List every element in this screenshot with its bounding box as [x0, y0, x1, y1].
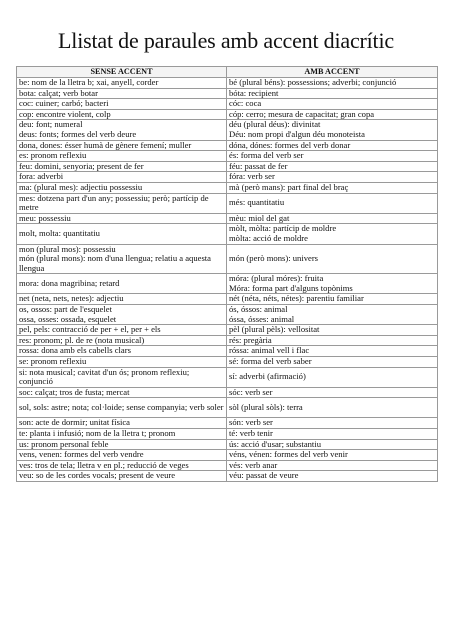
- entry-text: té: verb tenir: [229, 428, 273, 438]
- word-without-accent-cell: [17, 274, 227, 294]
- table-row: [17, 213, 438, 224]
- entry-text: ús: acció d'usar; substantiu: [229, 439, 322, 449]
- entry-text: net (neta, nets, netes): adjectiu: [19, 293, 124, 304]
- table-row: [17, 224, 438, 244]
- word-without-accent-cell: [17, 460, 227, 471]
- word-with-accent-cell: [227, 274, 438, 294]
- page-title: Llistat de paraules amb accent diacrític: [58, 28, 394, 53]
- table-row: [17, 274, 438, 294]
- entry-text: feu: domini, senyoria; present de fer: [19, 161, 144, 171]
- word-with-accent-cell: [227, 120, 438, 140]
- entry-text: bóta: recipient: [229, 88, 279, 98]
- word-without-accent-cell: [17, 367, 227, 387]
- entry-text: mon (plural mos): possessiu: [19, 244, 116, 254]
- entry-text: féu: passat de fer: [229, 161, 288, 171]
- diacritic-word-table: [16, 66, 438, 482]
- word-without-accent-cell: [17, 325, 227, 336]
- entry-text: més: quantitatiu: [229, 197, 285, 208]
- word-with-accent-cell: [227, 294, 438, 305]
- entry-text: ós, óssos: animal: [229, 304, 288, 315]
- entry-text: son: acte de dormir; unitat física: [19, 417, 130, 428]
- word-with-accent-cell: [227, 151, 438, 162]
- entry-text: os, ossos: part de l'esquelet: [19, 304, 112, 315]
- entry-text: cóp: cerro; mesura de capacitat; gran copa: [229, 109, 375, 119]
- word-without-accent-cell: [17, 224, 227, 244]
- entry-text: soc: calçat; tros de fusta; mercat: [19, 387, 130, 397]
- word-with-accent-cell: [227, 193, 438, 213]
- word-with-accent-cell: [227, 88, 438, 99]
- entry-text: vés: verb anar: [229, 460, 278, 470]
- entry-text: déu (plural déus): divinitat: [229, 119, 321, 130]
- entry-text: rés: pregària: [229, 335, 272, 345]
- word-with-accent-cell: [227, 418, 438, 429]
- table-row: [17, 161, 438, 172]
- entry-text: cop: encontre violent, colp: [19, 109, 111, 119]
- entry-text: te: planta i infusió; nom de la lletra t; pronom: [19, 428, 176, 438]
- entry-text: véns, vénen: formes del verb venir: [229, 449, 348, 460]
- entry-text: és: forma del verb ser: [229, 150, 304, 161]
- table-row: [17, 193, 438, 213]
- word-with-accent-cell: [227, 140, 438, 151]
- word-without-accent-cell: [17, 88, 227, 99]
- word-with-accent-cell: [227, 471, 438, 482]
- word-with-accent-cell: [227, 429, 438, 440]
- word-without-accent-cell: [17, 335, 227, 346]
- table-row: [17, 429, 438, 440]
- entry-text: mes: dotzena part d'un any; possessiu; però; partícip de metre: [19, 193, 209, 213]
- word-without-accent-cell: [17, 439, 227, 450]
- word-with-accent-cell: [227, 439, 438, 450]
- entry-text: sol, sols: astre; nota; col·loide; sense companyia; verb soler: [19, 402, 224, 413]
- entry-text: si: nota musical; cavitat d'un ós; pronom reflexiu; conjunció: [19, 367, 190, 387]
- table-row: [17, 140, 438, 151]
- entry-text: dona, dones: ésser humà de gènere femení; muller: [19, 140, 192, 150]
- entry-text: mèu: miol del gat: [229, 213, 290, 223]
- entry-text: res: pronom; pl. de re (nota musical): [19, 335, 145, 345]
- word-without-accent-cell: [17, 99, 227, 110]
- table-row: [17, 450, 438, 461]
- word-with-accent-cell: [227, 99, 438, 110]
- word-without-accent-cell: [17, 387, 227, 398]
- table-row: [17, 99, 438, 110]
- entry-text: bota: calçat; verb botar: [19, 88, 98, 98]
- table-row: [17, 294, 438, 305]
- word-without-accent-cell: [17, 140, 227, 151]
- word-without-accent-cell: [17, 418, 227, 429]
- entry-text: ma: (plural mes): adjectiu possessiu: [19, 182, 143, 192]
- entry-text: óssa, ósses: animal: [229, 313, 295, 324]
- table-row: [17, 305, 438, 325]
- word-without-accent-cell: [17, 193, 227, 213]
- word-without-accent-cell: [17, 471, 227, 482]
- entry-text: Móra: forma part d'alguns topònims: [229, 282, 353, 293]
- entry-text: fora: adverbi: [19, 171, 64, 182]
- word-with-accent-cell: [227, 398, 438, 418]
- entry-text: dóna, dónes: formes del verb donar: [229, 140, 351, 150]
- word-without-accent-cell: [17, 161, 227, 172]
- entry-text: róssa: animal vell i flac: [229, 345, 310, 356]
- word-with-accent-cell: [227, 450, 438, 461]
- table-row: [17, 182, 438, 193]
- entry-text: sóc: verb ser: [229, 387, 273, 397]
- word-with-accent-cell: [227, 305, 438, 325]
- word-with-accent-cell: [227, 109, 438, 120]
- word-with-accent-cell: [227, 172, 438, 183]
- entry-text: bé (plural béns): possessions; adverbi; conjunció: [229, 77, 397, 87]
- word-without-accent-cell: [17, 213, 227, 224]
- table-row: [17, 78, 438, 89]
- column-header-with-accent: AMB ACCENT: [227, 67, 438, 78]
- word-with-accent-cell: [227, 224, 438, 244]
- entry-text: són: verb ser: [229, 417, 273, 428]
- table-row: [17, 460, 438, 471]
- table-row: [17, 398, 438, 418]
- entry-text: se: pronom reflexiu: [19, 356, 87, 367]
- table-header-row: [17, 67, 438, 78]
- word-without-accent-cell: [17, 305, 227, 325]
- entry-text: mòlt, mòlta: partícip de moldre: [229, 223, 337, 234]
- table-row: [17, 172, 438, 183]
- word-without-accent-cell: [17, 346, 227, 357]
- table-row: [17, 325, 438, 336]
- entry-text: véu: passat de veure: [229, 470, 299, 481]
- word-with-accent-cell: [227, 244, 438, 274]
- table-row: [17, 471, 438, 482]
- entry-text: meu: possessiu: [19, 213, 71, 223]
- table-row: [17, 120, 438, 140]
- entry-text: us: pronom personal feble: [19, 439, 109, 449]
- word-without-accent-cell: [17, 398, 227, 418]
- entry-text: pèl (plural pèls): vellositat: [229, 324, 320, 335]
- word-without-accent-cell: [17, 172, 227, 183]
- entry-text: coc: cuiner; carbó; bacteri: [19, 98, 109, 109]
- word-without-accent-cell: [17, 151, 227, 162]
- entry-text: nét (néta, néts, nétes): parentiu familiar: [229, 293, 364, 304]
- word-without-accent-cell: [17, 109, 227, 120]
- entry-text: molt, molta: quantitatiu: [19, 228, 100, 239]
- entry-text: món (però mons): univers: [229, 253, 319, 264]
- entry-text: sí: adverbi (afirmació): [229, 371, 306, 382]
- table-row: [17, 244, 438, 274]
- table-row: [17, 418, 438, 429]
- word-with-accent-cell: [227, 357, 438, 368]
- table-row: [17, 387, 438, 398]
- entry-text: mòlta: acció de moldre: [229, 232, 308, 243]
- table-row: [17, 439, 438, 450]
- word-without-accent-cell: [17, 78, 227, 89]
- word-with-accent-cell: [227, 182, 438, 193]
- entry-text: ossa, osses: ossada, esquelet: [19, 313, 117, 324]
- entry-text: món (plural mons): nom d'una llengua; relatiu a aquesta llengua: [19, 253, 211, 273]
- word-without-accent-cell: [17, 182, 227, 193]
- table-row: [17, 151, 438, 162]
- entry-text: veu: so de les cordes vocals; present de veure: [19, 470, 176, 481]
- word-without-accent-cell: [17, 120, 227, 140]
- word-with-accent-cell: [227, 335, 438, 346]
- column-header-without-accent: SENSE ACCENT: [17, 67, 227, 78]
- entry-text: cóc: coca: [229, 98, 262, 109]
- entry-text: sé: forma del verb saber: [229, 356, 312, 367]
- entry-text: es: pronom reflexiu: [19, 150, 87, 161]
- entry-text: mora: dona magribina; retard: [19, 278, 120, 289]
- word-without-accent-cell: [17, 429, 227, 440]
- entry-text: Déu: nom propi d'algun déu monoteista: [229, 128, 365, 139]
- word-with-accent-cell: [227, 346, 438, 357]
- word-without-accent-cell: [17, 357, 227, 368]
- word-with-accent-cell: [227, 325, 438, 336]
- word-with-accent-cell: [227, 161, 438, 172]
- word-with-accent-cell: [227, 213, 438, 224]
- entry-text: sòl (plural sòls): terra: [229, 402, 303, 413]
- table-row: [17, 367, 438, 387]
- table-row: [17, 88, 438, 99]
- word-with-accent-cell: [227, 78, 438, 89]
- table-row: [17, 357, 438, 368]
- word-without-accent-cell: [17, 244, 227, 274]
- entry-text: pel, pels: contracció de per + el, per + els: [19, 324, 161, 335]
- entry-text: móra: (plural móres): fruita: [229, 273, 324, 284]
- entry-text: mà (però mans): part final del braç: [229, 182, 349, 192]
- entry-text: vens, venen: formes del verb vendre: [19, 449, 144, 460]
- word-with-accent-cell: [227, 367, 438, 387]
- word-without-accent-cell: [17, 450, 227, 461]
- entry-text: fóra: verb ser: [229, 171, 275, 182]
- entry-text: deus: fonts; formes del verb deure: [19, 128, 137, 139]
- table-row: [17, 109, 438, 120]
- word-with-accent-cell: [227, 387, 438, 398]
- word-with-accent-cell: [227, 460, 438, 471]
- entry-text: deu: font; numeral: [19, 119, 83, 130]
- entry-text: ves: tros de tela; lletra v en pl.; reducció de veges: [19, 460, 189, 470]
- word-without-accent-cell: [17, 294, 227, 305]
- entry-text: be: nom de la lletra b; xai, anyell, corder: [19, 77, 159, 87]
- entry-text: rossa: dona amb els cabells clars: [19, 345, 131, 356]
- table-row: [17, 335, 438, 346]
- table-row: [17, 346, 438, 357]
